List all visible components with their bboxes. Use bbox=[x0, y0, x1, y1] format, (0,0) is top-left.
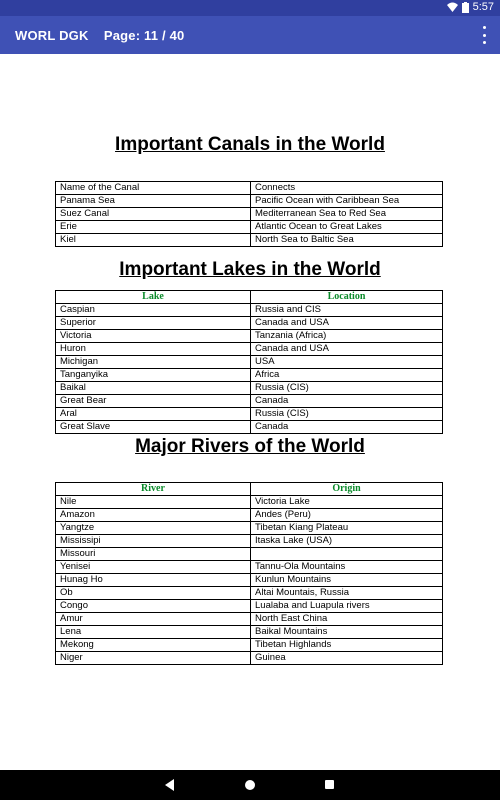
app-bar bbox=[0, 16, 500, 54]
table-cell: Lena bbox=[56, 626, 251, 639]
table-row bbox=[56, 195, 443, 208]
table-cell: Great Slave bbox=[56, 421, 251, 434]
table-cell: Lualaba and Luapula rivers bbox=[251, 600, 443, 613]
rivers-col-origin: Origin bbox=[251, 483, 443, 496]
table-row bbox=[56, 234, 443, 247]
table-cell: Russia (CIS) bbox=[251, 408, 443, 421]
table-cell: Victoria Lake bbox=[251, 496, 443, 509]
table-cell: Tanganyika bbox=[56, 369, 251, 382]
table-cell: Russia (CIS) bbox=[251, 382, 443, 395]
table-cell: Altai Mountais, Russia bbox=[251, 587, 443, 600]
table-cell: Victoria bbox=[56, 330, 251, 343]
table-cell: North Sea to Baltic Sea bbox=[251, 234, 443, 247]
table-cell: Andes (Peru) bbox=[251, 509, 443, 522]
table-cell: Ob bbox=[56, 587, 251, 600]
table-row bbox=[56, 522, 443, 535]
table-cell: Pacific Ocean with Caribbean Sea bbox=[251, 195, 443, 208]
table-cell: Tibetan Highlands bbox=[251, 639, 443, 652]
table-cell: Itaska Lake (USA) bbox=[251, 535, 443, 548]
table-row bbox=[56, 343, 443, 356]
table-cell: Connects bbox=[251, 182, 443, 195]
table-cell: Superior bbox=[56, 317, 251, 330]
table-cell: Hunag Ho bbox=[56, 574, 251, 587]
table-cell: Russia and CIS bbox=[251, 304, 443, 317]
table-cell: North East China bbox=[251, 613, 443, 626]
table-cell: Michigan bbox=[56, 356, 251, 369]
table-cell: Baikal bbox=[56, 382, 251, 395]
lakes-col-location: Location bbox=[251, 291, 443, 304]
table-cell: Kunlun Mountains bbox=[251, 574, 443, 587]
table-row bbox=[56, 509, 443, 522]
battery-icon bbox=[462, 2, 469, 13]
document-page bbox=[0, 54, 500, 770]
table-cell: Amur bbox=[56, 613, 251, 626]
table-row bbox=[56, 421, 443, 434]
table-row bbox=[56, 626, 443, 639]
table-row bbox=[56, 395, 443, 408]
table-cell: Canada and USA bbox=[251, 343, 443, 356]
overflow-menu-icon[interactable] bbox=[482, 26, 486, 44]
table-cell: Amazon bbox=[56, 509, 251, 522]
canals-table bbox=[55, 181, 443, 247]
table-row bbox=[56, 408, 443, 421]
canals-heading: Important Canals in the World bbox=[115, 134, 385, 155]
table-row bbox=[56, 330, 443, 343]
table-row bbox=[56, 639, 443, 652]
table-row bbox=[56, 613, 443, 626]
table-cell: Erie bbox=[56, 221, 251, 234]
table-cell: Kiel bbox=[56, 234, 251, 247]
table-cell: Great Bear bbox=[56, 395, 251, 408]
table-cell: Africa bbox=[251, 369, 443, 382]
table-cell bbox=[251, 548, 443, 561]
table-cell: Niger bbox=[56, 652, 251, 665]
table-cell: Canada bbox=[251, 421, 443, 434]
table-cell: Canada bbox=[251, 395, 443, 408]
table-cell: Caspian bbox=[56, 304, 251, 317]
table-cell: Mississipi bbox=[56, 535, 251, 548]
table-row bbox=[56, 587, 443, 600]
table-cell: Panama Sea bbox=[56, 195, 251, 208]
table-row bbox=[56, 548, 443, 561]
lakes-col-lake: Lake bbox=[56, 291, 251, 304]
table-cell: Missouri bbox=[56, 548, 251, 561]
table-cell: Mediterranean Sea to Red Sea bbox=[251, 208, 443, 221]
table-cell: Name of the Canal bbox=[56, 182, 251, 195]
table-cell: Suez Canal bbox=[56, 208, 251, 221]
wifi-icon bbox=[447, 2, 458, 12]
table-row bbox=[56, 496, 443, 509]
table-row bbox=[56, 369, 443, 382]
table-cell: Mekong bbox=[56, 639, 251, 652]
lakes-table bbox=[55, 290, 443, 434]
table-row bbox=[56, 304, 443, 317]
status-bar bbox=[0, 0, 500, 16]
status-icons bbox=[447, 1, 494, 13]
app-title: WORL DGK Page: 11 / 40 bbox=[15, 28, 185, 43]
table-cell: Yenisei bbox=[56, 561, 251, 574]
back-icon[interactable] bbox=[165, 779, 174, 791]
home-icon[interactable] bbox=[245, 780, 255, 790]
table-cell: Canada and USA bbox=[251, 317, 443, 330]
table-cell: Congo bbox=[56, 600, 251, 613]
table-row bbox=[56, 221, 443, 234]
table-row bbox=[56, 652, 443, 665]
table-row bbox=[56, 574, 443, 587]
table-cell: Huron bbox=[56, 343, 251, 356]
table-cell: Nile bbox=[56, 496, 251, 509]
table-row bbox=[56, 208, 443, 221]
table-cell: Atlantic Ocean to Great Lakes bbox=[251, 221, 443, 234]
table-cell: Tannu-Ola Mountains bbox=[251, 561, 443, 574]
table-cell: USA bbox=[251, 356, 443, 369]
table-cell: Tibetan Kiang Plateau bbox=[251, 522, 443, 535]
table-row bbox=[56, 600, 443, 613]
rivers-heading: Major Rivers of the World bbox=[135, 436, 365, 457]
rivers-col-river: River bbox=[56, 483, 251, 496]
table-row bbox=[56, 356, 443, 369]
status-time: 5:57 bbox=[472, 1, 494, 13]
table-row bbox=[56, 561, 443, 574]
rivers-table bbox=[55, 482, 443, 665]
table-row bbox=[56, 317, 443, 330]
table-cell: Aral bbox=[56, 408, 251, 421]
table-cell: Guinea bbox=[251, 652, 443, 665]
table-cell: Yangtze bbox=[56, 522, 251, 535]
table-row bbox=[56, 535, 443, 548]
navigation-bar bbox=[0, 770, 500, 800]
table-cell: Tanzania (Africa) bbox=[251, 330, 443, 343]
table-row bbox=[56, 182, 443, 195]
lakes-heading: Important Lakes in the World bbox=[119, 259, 381, 280]
table-cell: Baikal Mountains bbox=[251, 626, 443, 639]
table-row bbox=[56, 382, 443, 395]
recent-apps-icon[interactable] bbox=[325, 780, 334, 789]
